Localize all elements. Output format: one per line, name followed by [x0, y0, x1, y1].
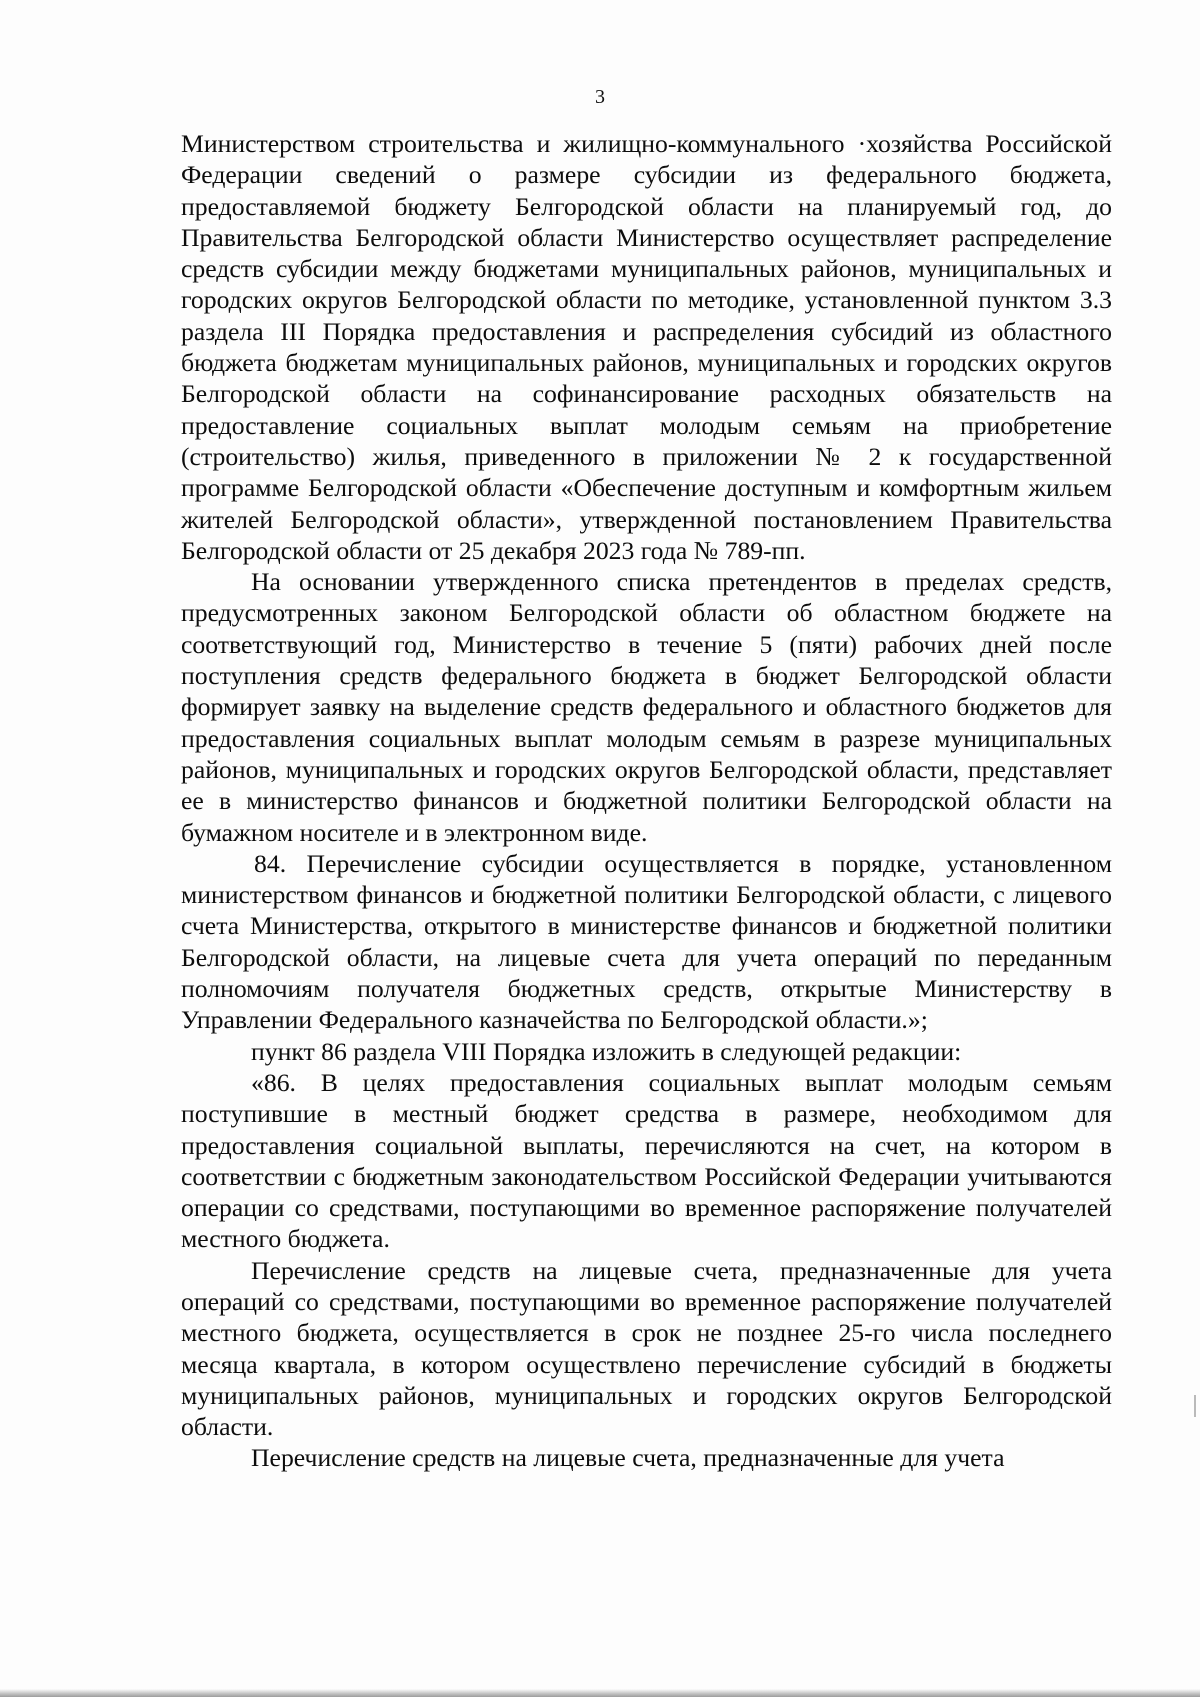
- paragraph-clause-84: 84. Перечисление субсидии осуществляется в порядке, установленном министерством финансов и бюджетной политики Белгородской области, с лицевого счета Министерства, открытого в министерстве финансов и бюджетной политики Белгородской области, на лицевые счета для учета операций по переданным полномочиям получателя бюджетных средств, открытые Министерству в Управлении Федерального казначейства по Белгородской области.»;: [181, 848, 1112, 1035]
- paragraph-clause-86: «86. В целях предоставления социальных выплат молодым семьям поступившие в местный бюджет средства в размере, необходимом для предоставления социальной выплаты, перечисляются на счет, на котором в соответствии с бюджетным законодательством Российской Федерации учитываются операции со средствами, поступающими во временное распоряжение получателей местного бюджета.: [181, 1067, 1112, 1254]
- paragraph-amendment-86: пункт 86 раздела VIII Порядка изложить в следующей редакции:: [251, 1036, 962, 1066]
- document-body: [181, 128, 1112, 1474]
- paragraph-transfer-deadline: Перечисление средств на лицевые счета, предназначенные для учета операций со средствами, поступающими во временное распоряжение получателей местного бюджета, осуществляется в срок не позднее 25-го числа последнего месяца квартала, в котором осуществлено перечисление субсидий в бюджеты муниципальных районов, муниципальных и городских округов Белгородской области.: [181, 1255, 1112, 1442]
- scan-artifact: [1194, 1395, 1196, 1417]
- scan-bottom-edge: [0, 1689, 1200, 1697]
- paragraph-transfer-continued: Перечисление средств на лицевые счета, предназначенные для учета: [251, 1443, 1005, 1473]
- paragraph-continuation: Министерством строительства и жилищно-коммунального ·хозяйства Российской Федерации сведений о размере субсидии из федерального бюджета, предоставляемой бюджету Белгородской области на планируемый год, до Правительства Белгородской области Министерство осуществляет распределение средств субсидии между бюджетами муниципальных районов, муниципальных и городских округов Белгородской области по методике, установленной пунктом 3.3 раздела III Порядка предоставления и распределения субсидий из областного бюджета бюджетам муниципальных районов, муниципальных и городских округов Белгородской области на софинансирование расходных обязательств на предоставление социальных выплат молодым семьям на приобретение (строительство) жилья, приведенного в приложении № 2 к государственной программе Белгородской области «Обеспечение доступным и комфортным жильем жителей Белгородской области», утвержденной постановлением Правительства Белгородской области от 25 декабря 2023 года № 789-пп.: [181, 129, 1112, 565]
- page-number: 3: [595, 86, 605, 108]
- paragraph-list-submission: На основании утвержденного списка претендентов в пределах средств, предусмотренных законом Белгородской области об областном бюджете на соответствующий год, Министерство в течение 5 (пяти) рабочих дней после поступления средств федерального бюджета в бюджет Белгородской области формирует заявку на выделение средств федерального и областного бюджетов для предоставления социальных выплат молодым семьям в разрезе муниципальных районов, муниципальных и городских округов Белгородской области, представляет ее в министерство финансов и бюджетной политики Белгородской области на бумажном носителе и в электронном виде.: [181, 567, 1112, 847]
